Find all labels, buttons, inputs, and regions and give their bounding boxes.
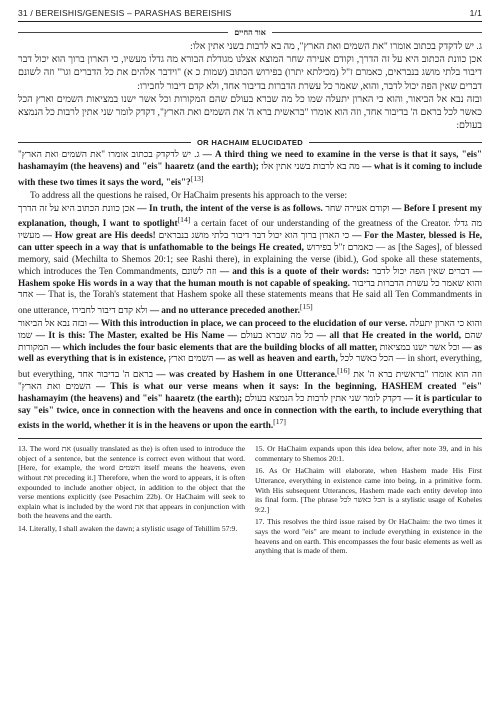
hebrew-phrase: ג. יש לדקדק בכתוב אומרו "את השמים ואת הארץ"	[18, 149, 200, 160]
hebrew-phrase: וזה לשונם	[181, 265, 217, 276]
elucidation-paragraph-2	[18, 203, 482, 317]
footnote-14: 14. Literally, I shall awaken the dawn; a stylistic usage of Tehillim 57:9.	[18, 524, 238, 534]
page-number: 1/1	[469, 8, 482, 18]
elucidation-intro: To address all the questions he raised, Or HaChaim presents his approach to the verse:	[30, 189, 348, 200]
hebrew-phrase: וזה הוא אומרו "בראשית ברא ה' את השמים ואת הארץ"	[18, 369, 482, 392]
translation: — How great are His deeds!	[39, 230, 159, 241]
hebrew-phrase: והוא כי הארון יתעלה שמו	[18, 317, 482, 340]
translation: — which includes the four basic elements that are the building blocks of all matter,	[48, 341, 380, 352]
hebrew-phrase: דברים שאין הפה יכול לדבר	[372, 265, 470, 276]
translation: — it is particular to say "eis" twice, once in connection with the heavens and once in connection with the earth, to include everything that exists in the world, whether it is in the heavens or upon the earth.	[18, 392, 482, 431]
hebrew-phrase: והוא שאמר כל עשרת הדברות בדיבור אחד	[18, 277, 482, 300]
hebrew-commentary	[18, 40, 482, 132]
footnote-ref: [14]	[177, 215, 191, 225]
translation: — It is this: The Master, exalted be His Name —	[32, 329, 241, 340]
translation: — With this introduction in place, we can proceed to the elucidation of our verse.	[86, 317, 410, 328]
footnotes-right-column	[255, 444, 482, 559]
translation: — in short, everything, but everything,	[18, 353, 483, 380]
elucidated-title: OR HACHAIM ELUCIDATED	[196, 138, 304, 148]
translation: — A third thing we need to examine in the verse is that it says, "eis" hashamayim (the heavens) and "eis" haaretz (and the earth);	[18, 149, 483, 172]
footnote-ref: [15]	[299, 302, 313, 312]
hebrew-phrase: הכל כאשר לכל	[340, 353, 394, 364]
hebrew-paragraph-2: אכן כוונת הכתוב היא על זה הדרך, וקודם אעירה שחר המוצא אצלנו מגודלת הבורא מה גדלו מעשיו, כי הארון ברוך הוא יכול דבר דיבור בלתי מושג בנבראים, כאמרם ז"ל (מכילתא יתרו) בפירוש הכתוב (שמות כ א) "וידבר אלהים את כל הדברים וגו'" וזה לשונם דברים שאין הפה יכול לדבר, והוא, שאמר כל עשרת הדברות בדיבור אחד, ולא קדם דיבור לחבירו:	[18, 54, 482, 92]
hebrew-phrase: מה גדלו מעשיו	[18, 218, 482, 241]
hebrew-phrase: ובזה נבא אל הביאור	[18, 317, 87, 328]
elucidated-rule-left	[18, 142, 191, 143]
translation: — This is what our verse means when it says: In the beginning, HASHEM created "eis" hashamayim (the heavens) and "eis" haaretz (the earth);	[18, 381, 482, 403]
hebrew-phrase: שהם המקורות	[18, 329, 482, 352]
footnote-17: 17. This resolves the third issue raised by Or HaChaim: the two times it says the word "eis" are meant to include everything in existence in the heavens and on earth. This encompasses the four basic elements as well as anything that is made of them.	[255, 517, 482, 556]
footnote-15: 15. Or HaChaim expands upon this idea below, after note 39, and in his commentary to Shemos 20:1.	[255, 444, 482, 463]
hebrew-phrase: ולא קדם דיבור לחבירו	[71, 305, 148, 316]
elucidated-banner	[18, 138, 482, 147]
translation: — what is it coming to include with these two times it says the word, "eis"?	[18, 161, 482, 188]
hebrew-phrase: כל מה שברא בעולם	[240, 329, 314, 340]
footnote-13: 13. The word את (usually translated as the) is often used to introduce the object of a sentence, but the sentence is correct even without that word. [Here, for example, the word השמים itself means the heavens, even without את preceding it.] Therefore, when the word to appears, it is often expounded to include another object, in addition to the object that the verse mentions explicitly (see Pesachim 22b). Or HaChaim will seek to explain what is included by the word את that appears in conjunction with both the heavens and the earth.	[18, 444, 246, 521]
hebrew-paragraph-1: ג. יש לדקדק בכתוב אומרו "את השמים ואת הארץ", מה בא לרבות בשני אתין אלו:	[190, 41, 482, 52]
banner-rule-right	[272, 32, 482, 33]
elucidation-paragraph-3	[18, 318, 482, 432]
hebrew-phrase: השמים וארץ	[168, 353, 214, 364]
footnotes	[18, 444, 482, 559]
footnote-ref: [16]	[337, 366, 350, 376]
hebrew-phrase: מה בא לרבות בשני אתין אלו	[261, 161, 360, 172]
translation: — Before I present my explanation, though, I want to spotlight	[18, 202, 482, 229]
header-title: 31 / BEREISHIS/GENESIS – PARASHAS BEREISHIS	[18, 8, 232, 18]
elucidation-paragraph-1	[18, 149, 482, 188]
translation: — all that He created in the world,	[313, 329, 465, 340]
translation: — as [the Sages], of blessed memory, said (Mechilta to Shemos 20:1; see Rashi there), in explaining the verse (ibid.), God spoke all these statements, which introduces the Ten Commandments,	[18, 242, 483, 276]
hebrew-phrase: אכן כוונת הכתוב היא על זה הדרך	[18, 202, 135, 213]
section-title: אור החיים	[234, 28, 266, 37]
hebrew-phrase: וקודם אעירה שחר	[325, 202, 390, 213]
running-header	[18, 8, 482, 22]
hebrew-phrase: דקדק לומר שני אתין לרבות כל הנמצא בעולם	[244, 392, 402, 403]
translation: — and this is a quote of their words:	[216, 265, 373, 276]
translation: a certain facet of our understanding of the greatness of the Creator.	[190, 218, 454, 229]
translation: — as well as everything that is in existence,	[18, 341, 482, 364]
translation: — was created by Hashem in one Utterance.	[153, 369, 338, 380]
hebrew-phrase: בראם ה' בדיבור אחד	[78, 369, 154, 380]
hebrew-phrase: כאמרם ז"ל בפירוש	[306, 242, 374, 253]
translation: — In truth, the intent of the verse is as follows.	[134, 202, 326, 213]
section-banner	[18, 28, 482, 37]
hebrew-paragraph-3: ובזה נבא אל הביאור, והוא כי הארון יתעלה שמו כל מה שברא בעולם שהם המקורות וכל אשר ישנו במציאות השמים וארץ הכל כאשר לכל בראם ה' בדיבור אחד, וזה הוא אומרו "בראשית ברא ה' את השמים ואת הארץ", דקדק לומר שני אתין לרבות כל הנמצא בעולם:	[18, 93, 482, 132]
hebrew-phrase: וכל אשר ישנו במציאות	[379, 341, 460, 352]
elucidation	[18, 149, 482, 432]
hebrew-phrase: כי הארון ברוך הוא יכול דבר דיבור בלתי מושג בנבראים	[158, 230, 350, 241]
translation: — Hashem spoke His words in a way that the human mouth is not capable of speaking.	[18, 265, 483, 288]
footnote-ref: [13]	[190, 174, 204, 184]
translation: — and no utterance preceded another.	[147, 305, 300, 316]
footnote-16: 16. As Or HaChaim will elaborate, when Hashem made His First Utterance, everything in existence came into being, in a primitive form. With His subsequent Utterances, Hashem made each entity develop into its final form. [The phrase הכל כאשר לכל is a stylistic usage of Koheles 9:2.]	[255, 466, 482, 514]
translation: — For the Master, blessed is He, can utter speech in a way that is unfathomable to the beings He created,	[18, 230, 482, 253]
footnotes-left-column	[18, 444, 245, 559]
footnote-divider	[18, 438, 482, 439]
translation: — as well as heaven and earth,	[213, 353, 341, 364]
elucidated-rule-right	[309, 142, 482, 143]
footnote-ref: [17]	[273, 417, 286, 427]
translation: — That is, the Torah's statement that Hashem spoke all these statements means that He said all Ten Commandments in one utterance,	[18, 289, 482, 316]
banner-rule-left	[18, 32, 228, 33]
